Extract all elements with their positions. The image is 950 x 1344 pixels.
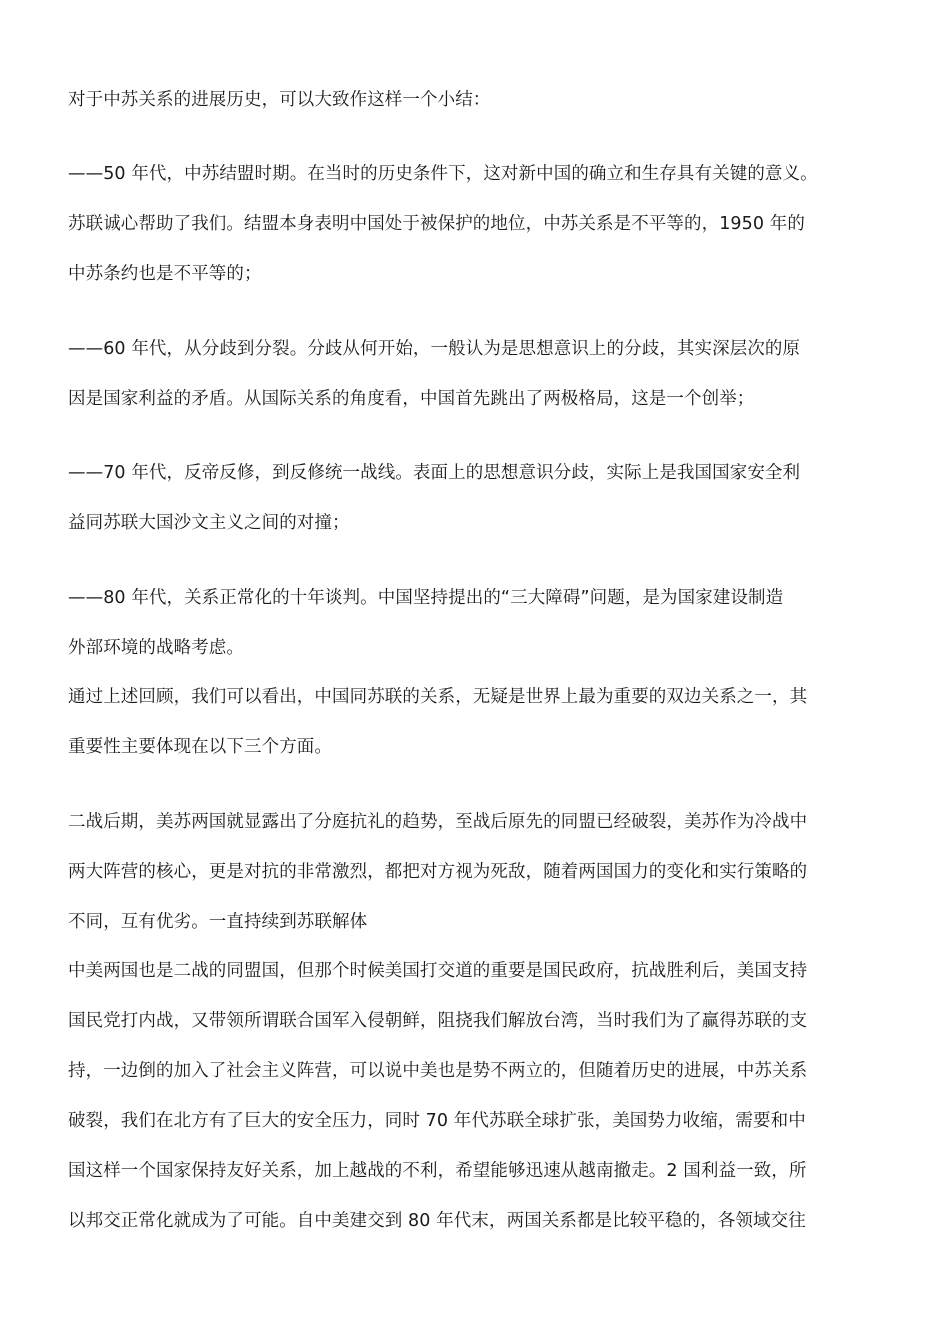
text-line: 中苏条约也是不平等的； bbox=[68, 264, 262, 284]
text-line: ——70 年代，反帝反修，到反修统一战线。表面上的思想意识分歧，实际上是我国国家安全利 bbox=[68, 463, 801, 483]
text-line: 破裂，我们在北方有了巨大的安全压力，同时 70 年代苏联全球扩张，美国势力收缩，需要和中 bbox=[68, 1111, 806, 1131]
text-line: 重要性主要体现在以下三个方面。 bbox=[68, 737, 332, 757]
text-line: ——60 年代，从分歧到分裂。分歧从何开始，一般认为是思想意识上的分歧，其实深层次的原 bbox=[68, 339, 801, 359]
text-line: 因是国家利益的矛盾。从国际关系的角度看，中国首先跳出了两极格局，这是一个创举； bbox=[68, 389, 755, 409]
text-line: 对于中苏关系的进展历史，可以大致作这样一个小结： bbox=[68, 90, 491, 110]
text-line: 中美两国也是二战的同盟国，但那个时候美国打交道的重要是国民政府，抗战胜利后，美国支持 bbox=[68, 961, 808, 981]
text-line: 通过上述回顾，我们可以看出，中国同苏联的关系，无疑是世界上最为重要的双边关系之一，其 bbox=[68, 687, 808, 707]
text-line: 两大阵营的核心，更是对抗的非常激烈，都把对方视为死敌，随着两国国力的变化和实行策略的 bbox=[68, 862, 808, 882]
text-line: 以邦交正常化就成为了可能。自中美建交到 80 年代末，两国关系都是比较平稳的，各领域交往 bbox=[68, 1211, 806, 1231]
text-line: 外部环境的战略考虑。 bbox=[68, 638, 244, 658]
text-line: 苏联诚心帮助了我们。结盟本身表明中国处于被保护的地位，中苏关系是不平等的，1950 年的 bbox=[68, 214, 805, 234]
text-line: ——50 年代，中苏结盟时期。在当时的历史条件下，这对新中国的确立和生存具有关键的意义。 bbox=[68, 164, 818, 184]
text-line: 不同，互有优劣。一直持续到苏联解体 bbox=[68, 912, 368, 932]
text-line: 持，一边倒的加入了社会主义阵营，可以说中美也是势不两立的，但随着历史的进展，中苏关系 bbox=[68, 1061, 808, 1081]
text-line: 益同苏联大国沙文主义之间的对撞； bbox=[68, 513, 350, 533]
text-line: 国这样一个国家保持友好关系，加上越战的不利，希望能够迅速从越南撤走。2 国利益一致，所 bbox=[68, 1161, 807, 1181]
text-line: 二战后期，美苏两国就显露出了分庭抗礼的趋势，至战后原先的同盟已经破裂，美苏作为冷战中 bbox=[68, 812, 808, 832]
text-line: 国民党打内战，又带领所谓联合国军入侵朝鲜，阻挠我们解放台湾，当时我们为了赢得苏联的支 bbox=[68, 1011, 808, 1031]
text-line: ——80 年代，关系正常化的十年谈判。中国坚持提出的“三大障碍”问题，是为国家建设制造 bbox=[68, 588, 784, 608]
